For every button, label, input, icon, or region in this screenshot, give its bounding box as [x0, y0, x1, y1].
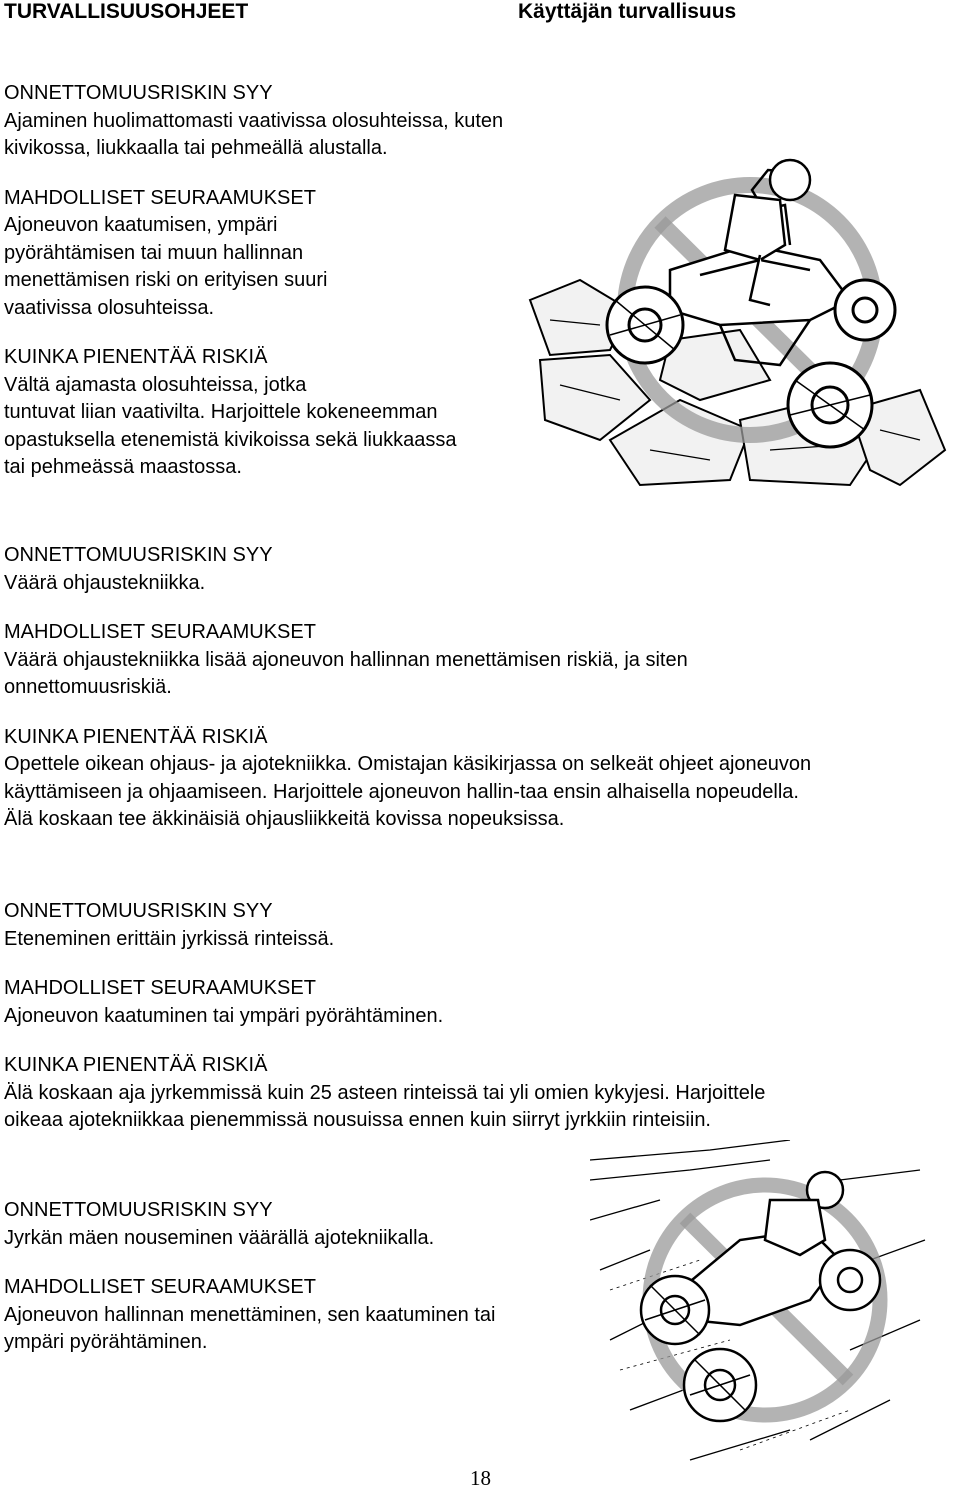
- section-3: [4, 898, 765, 1135]
- consequence-heading: MAHDOLLISET SEURAAMUKSET: [4, 1276, 316, 1298]
- atv-rocks-prohibited-illustration: [520, 150, 950, 500]
- mitigation-line: tai pehmeässä maastossa.: [4, 456, 242, 478]
- header-section-title: TURVALLISUUSOHJEET: [4, 0, 249, 23]
- cause-line: Ajaminen huolimattomasti vaativissa olosuhteissa, kuten: [4, 109, 504, 132]
- cause-heading: ONNETTOMUUSRISKIN SYY: [4, 544, 273, 566]
- section-2: [4, 542, 811, 834]
- section-1: [4, 80, 503, 482]
- mitigation-line: tuntuvat liian vaativilta. Harjoittele kokeneemman: [4, 401, 438, 423]
- mitigation-line: Opettele oikean ohjaus- ja ajotekniikka. Omistajan käsikirjassa on selkeät ohjeet ajoneuvon: [4, 753, 812, 775]
- consequence-line: Ajoneuvon kaatumisen, ympäri: [4, 214, 278, 236]
- mitigation-line: opastuksella etenemistä kivikoissa sekä liukkaassa: [4, 428, 457, 451]
- mitigation-heading: KUINKA PIENENTÄÄ RISKIÄ: [4, 346, 268, 368]
- mitigation-heading: KUINKA PIENENTÄÄ RISKIÄ: [4, 725, 268, 748]
- mitigation-line: oikeaa ajotekniikkaa pienemmissä nousuissa ennen kuin siirryt jyrkkiin rinteisiin.: [4, 1109, 711, 1131]
- consequence-line: ympäri pyörähtäminen.: [4, 1331, 208, 1353]
- mitigation-line: Älä koskaan tee äkkinäisiä ohjausliikkeitä kovissa nopeuksissa.: [4, 808, 565, 830]
- mitigation-line: Vältä ajamasta olosuhteissa, jotka: [4, 373, 307, 396]
- cause-line: kivikossa, liukkaalla tai pehmeällä alustalla.: [4, 137, 388, 159]
- cause-heading: ONNETTOMUUSRISKIN SYY: [4, 900, 273, 922]
- consequence-line: Ajoneuvon hallinnan menettäminen, sen kaatuminen tai: [4, 1303, 496, 1326]
- cause-line: Jyrkän mäen nouseminen väärällä ajotekniikalla.: [4, 1226, 435, 1249]
- consequence-heading: MAHDOLLISET SEURAAMUKSET: [4, 977, 316, 999]
- atv-hill-climb-prohibited-illustration: [590, 1140, 930, 1470]
- consequence-heading: MAHDOLLISET SEURAAMUKSET: [4, 186, 316, 209]
- consequence-line: menettämisen riski on erityisen suuri: [4, 269, 328, 291]
- consequence-line: Ajoneuvon kaatuminen tai ympäri pyörähtäminen.: [4, 1004, 444, 1027]
- consequence-line: pyörähtämisen tai muun hallinnan: [4, 241, 304, 264]
- section-4: [4, 1197, 495, 1357]
- page-number: 18: [470, 1466, 491, 1490]
- mitigation-line: käyttämiseen ja ohjaamiseen. Harjoittele ajoneuvon hallin-taa ensin alhaisella nopeudella.: [4, 780, 799, 803]
- cause-line: Väärä ohjaustekniikka.: [4, 571, 206, 594]
- consequence-heading: MAHDOLLISET SEURAAMUKSET: [4, 621, 316, 643]
- cause-heading: ONNETTOMUUSRISKIN SYY: [4, 82, 273, 104]
- mitigation-heading: KUINKA PIENENTÄÄ RISKIÄ: [4, 1054, 268, 1076]
- consequence-line: onnettomuusriskiä.: [4, 676, 172, 698]
- mitigation-line: Älä koskaan aja jyrkemmissä kuin 25 asteen rinteissä tai yli omien kykyjesi. Harjoittele: [4, 1081, 766, 1104]
- cause-heading: ONNETTOMUUSRISKIN SYY: [4, 1199, 273, 1221]
- header-chapter-title: Käyttäjän turvallisuus: [518, 0, 737, 23]
- cause-line: Eteneminen erittäin jyrkissä rinteissä.: [4, 927, 335, 950]
- consequence-line: Väärä ohjaustekniikka lisää ajoneuvon hallinnan menettämisen riskiä, ja siten: [4, 648, 688, 671]
- consequence-line: vaativissa olosuhteissa.: [4, 296, 215, 319]
